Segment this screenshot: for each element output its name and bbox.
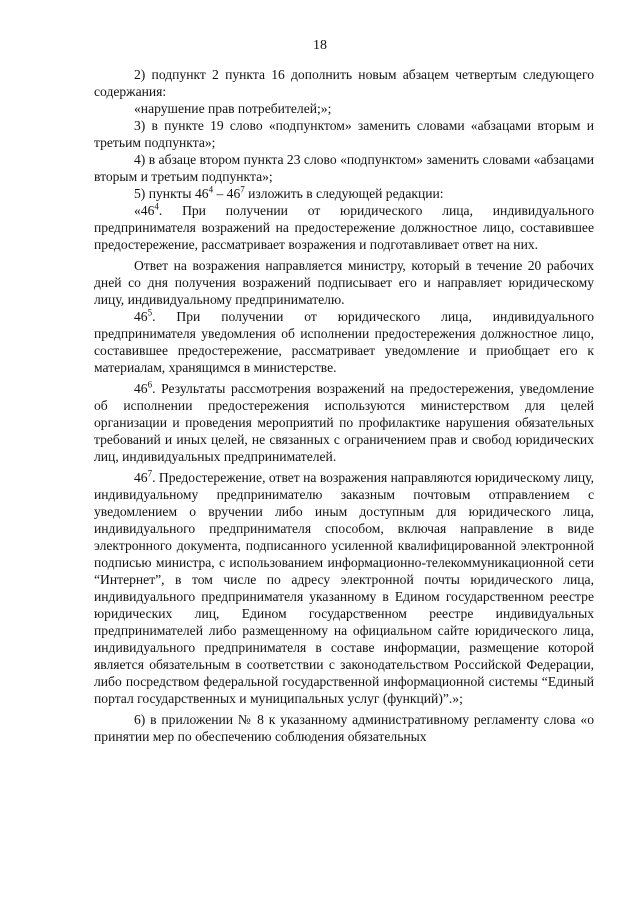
paragraph-5	[94, 185, 594, 202]
document-body	[94, 66, 594, 745]
paragraph-quote: «нарушение прав потребителей;»;	[134, 101, 332, 116]
paragraph-46-5-text: . При получении от юридического лица, индивидуального предпринимателя уведомления об исполнении предостережения должностное лицо, составившее предостережение, рассматривает уведомление и приобщает его к материалам, хранящимся в министерстве.	[94, 309, 594, 375]
paragraph-6: 6) в приложении № 8 к указанному административному регламенту слова «о принятии мер по обеспечению соблюдения обязательных	[94, 712, 594, 744]
paragraph-46-4-prefix: «46	[134, 203, 155, 218]
paragraph-3: 3) в пункте 19 слово «подпунктом» заменить словами «абзацами вторым и третьим подпункта»;	[94, 118, 594, 150]
paragraph-46-6-prefix: 46	[134, 381, 148, 396]
paragraph-46-6	[94, 380, 594, 465]
paragraph-4: 4) в абзаце втором пункта 23 слово «подпунктом» заменить словами «абзацами вторым и третьим подпункта»;	[94, 152, 594, 184]
paragraph-5-suffix: изложить в следующей редакции:	[244, 186, 444, 201]
paragraph-46-4-superscript: 4	[154, 201, 159, 212]
paragraph-5-prefix: 5) пункты 46	[134, 186, 209, 201]
paragraph-2: 2) подпункт 2 пункта 16 дополнить новым абзацем четвертым следующего содержания:	[94, 67, 594, 99]
paragraph-46-7-prefix: 46	[134, 470, 148, 485]
paragraph-46-5-superscript: 5	[147, 307, 153, 318]
paragraph-5-middle: – 46	[213, 186, 241, 201]
paragraph-46-7-text: . Предостережение, ответ на возражения направляются юридическому лицу, индивидуальному предпринимателю заказным почтовым отправлением с уведомлением о вручении либо иным доступным для юридического лица, индивидуального предпринимателя способом, включая направление в виде электронного документа, подписанного усиленной квалифицированной электронной подписью министра, с использованием информационно-телекоммуникационной сети “Интернет”, в том числе по адресу электронной почты юридического лица, индивидуального предпринимателя указанному в Едином государственном реестре юридических лиц, Едином государственном реестре индивидуальных предпринимателей либо размещенному на официальном сайте юридического лица, индивидуального предпринимателя в составе информации, размещение которой является обязательным в соответствии с законодательством Российской Федерации, либо посредством федеральной государственной информационной системы “Единый портал государственных и муниципальных услуг (функций)”.»;	[94, 470, 594, 706]
paragraph-46-5-prefix: 46	[134, 309, 148, 324]
paragraph-46-4	[94, 202, 594, 253]
paragraph-46-6-text: . Результаты рассмотрения возражений на предостережения, уведомление об исполнении предостережения используются министерством для целей организации и проведения мероприятий по профилактике нарушения обязательных требований и иных целей, не связанных с ограничением прав и свобод юридических лиц, индивидуальных предпринимателей.	[94, 381, 594, 464]
paragraph-46-6-superscript: 6	[147, 379, 153, 390]
paragraph-5-superscript-start: 4	[208, 184, 214, 195]
paragraph-46-4-text: . При получении от юридического лица, индивидуального предпринимателя возражений на предостережение должностное лицо, составившее предостережение, рассматривает возражения и подготавливает ответ на них.	[94, 203, 594, 252]
paragraph-response: Ответ на возражения направляется министру, который в течение 20 рабочих дней со дня получения возражений подписывает его и направляет юридическому лицу, индивидуальному предпринимателю.	[94, 258, 594, 307]
paragraph-46-7-superscript: 7	[147, 468, 153, 479]
paragraph-5-superscript-end: 7	[240, 184, 245, 195]
paragraph-46-7	[94, 469, 594, 707]
paragraph-46-5	[94, 308, 594, 376]
page-number: 18	[313, 38, 327, 53]
